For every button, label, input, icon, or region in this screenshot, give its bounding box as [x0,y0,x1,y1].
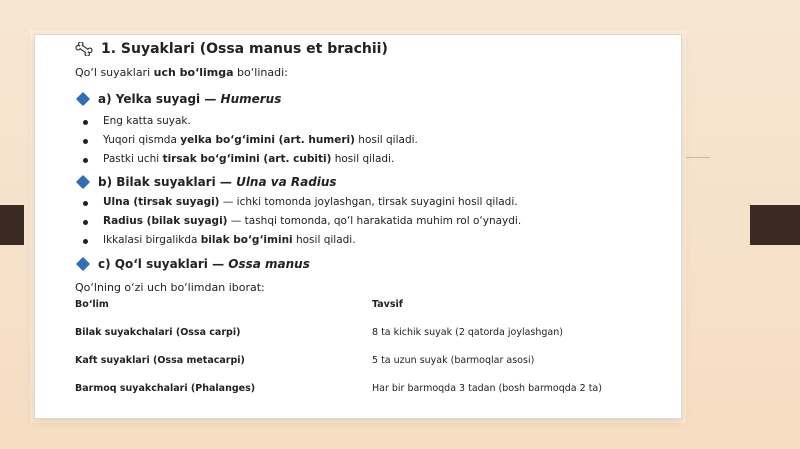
section-label: b) Bilak suyaklari — Ulna va Radius [98,175,337,189]
right-edge-bar [750,205,800,245]
intro-bold: uch bo‘limga [153,66,234,79]
section-latin: Humerus [220,92,282,106]
table-cell: Bilak suyakchalari (Ossa carpi) [75,327,241,338]
section-latin: Ulna va Radius [236,175,337,189]
table-cell: Kaft suyaklari (Ossa metacarpi) [75,355,245,366]
page-title-text: 1. Suyaklari (Ossa manus et brachii) [101,41,388,57]
list-humerus [75,112,418,169]
table-cell: 8 ta kichik suyak (2 qatorda joylashgan) [372,327,563,338]
list-item: Pastki uchi tirsak bo‘g‘imini (art. cubiti) hosil qiladi. [75,150,418,169]
table-cell: Har bir barmoqda 3 tadan (bosh barmoqda 2 ta) [372,383,602,394]
diamond-icon [76,92,90,106]
diamond-icon [76,175,90,189]
list-item: Eng katta suyak. [75,112,418,131]
section-latin: Ossa manus [228,257,310,271]
section-heading-hand [75,257,310,271]
table-row [75,355,675,383]
hand-bones-table [75,299,675,411]
list-item: Yuqori qismda yelka bo‘g‘imini (art. humeri) hosil qiladi. [75,131,418,150]
page-title [75,41,388,57]
document-page [34,34,682,419]
table-row [75,327,675,355]
intro-before: Qo‘l suyaklari [75,66,154,79]
table-header-row [75,299,675,327]
section-heading-humerus [75,92,281,106]
section-heading-forearm [75,175,337,189]
intro-after: bo‘linadi: [233,66,288,79]
section-label: c) Qo‘l suyaklari — Ossa manus [98,257,310,271]
list-item: Ulna (tirsak suyagi) — ichki tomonda joylashgan, tirsak suyagini hosil qiladi. [75,193,521,212]
hand-intro-text: Qo‘lning o‘zi uch bo‘limdan iborat: [75,281,265,294]
diamond-icon [76,257,90,271]
bone-icon [75,42,93,56]
table-row [75,383,675,411]
table-cell: 5 ta uzun suyak (barmoqlar asosi) [372,355,535,366]
list-item: Ikkalasi birgalikda bilak bo‘g‘imini hosil qiladi. [75,231,521,250]
table-cell: Barmoq suyakchalari (Phalanges) [75,383,256,394]
list-item: Radius (bilak suyagi) — tashqi tomonda, qo‘l harakatida muhim rol o‘ynaydi. [75,212,521,231]
intro-text [75,66,288,79]
table-header-cell: Bo‘lim [75,299,109,310]
list-forearm [75,193,521,250]
margin-rule [686,157,710,158]
table-header-cell: Tavsif [372,299,403,310]
left-edge-bar [0,205,24,245]
section-label: a) Yelka suyagi — Humerus [98,92,282,106]
